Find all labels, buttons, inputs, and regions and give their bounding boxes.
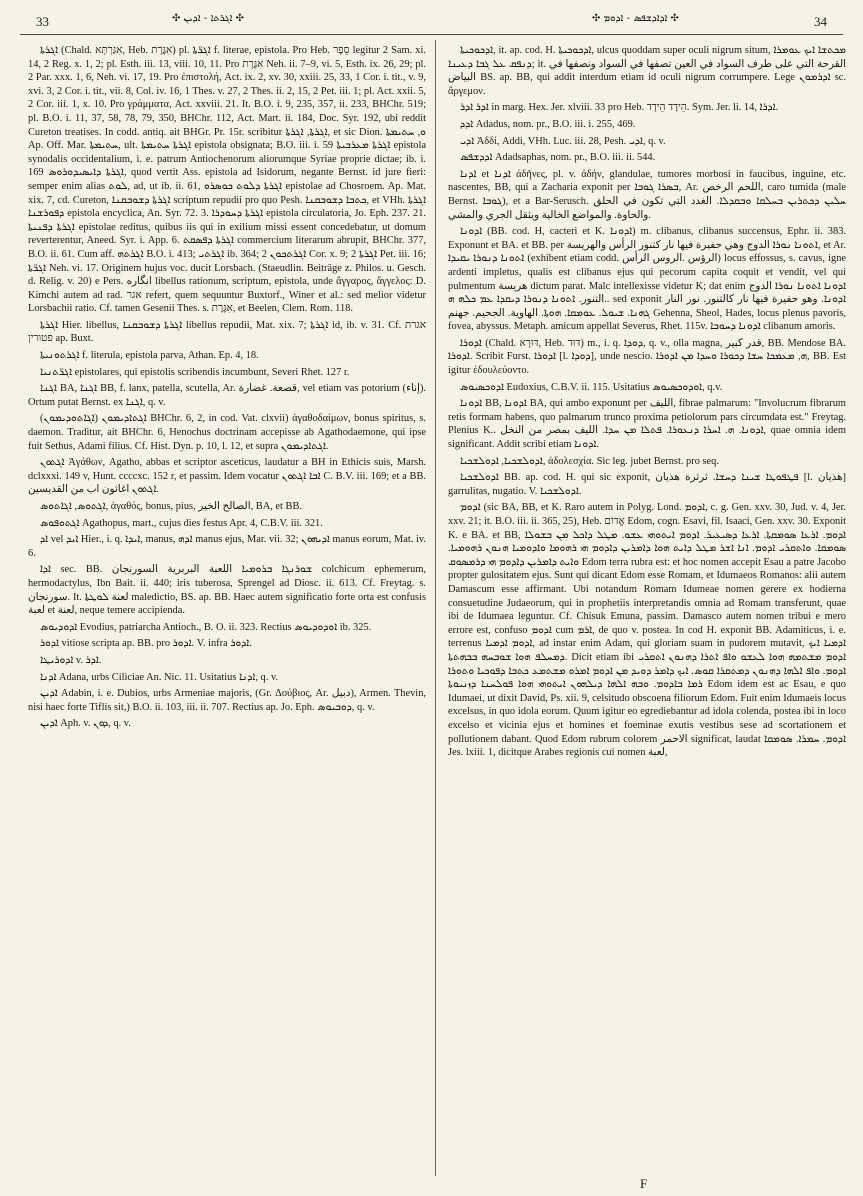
dictionary-entry: ܐܕܘܡ (sic BA, BB, et K. Raro autem in Polyg. Lond. ܐܕܘܡ, c. g. Gen. xxv. 30, Jud. v. 4, Jer. xxv. 21; it. B.O. iii. ii. 365, 25), Heb. אֱדוֹם Edom, cogn. Esavi, fil. Isaaci, Gen. xxv. 30. Exponit K. e BA. et BB, ܐܕܘܡ. ܐܪܥܐ ܣܘܡܩܬܐ. ܐܪܥܐ ܕܣܝܥܝܪ. ܐܕܘܡ ܐܝܬܘܗܝ ܥܫܘ. ܡܛܠ ܕܐܟܠ ܡܢ ܒܫܘܠܐ ܣܘܡܩܐ. ܘܐܬܩܪܝ ܐܕܘܡ. ܐܢܐ ܐܫܪ ܡܛܠ ܕܐܝܬ ܗܘܐ ܕܐܡܪܝܢ ܕܐܕܘܡ ܗܝ ܪܗܘܡܐ ܘܐܕܘܡܝܐ ܗܢܘܢ ܪܗܘܡܝܐ. ܘܐܝܬ ܕܐܡܪܝܢ ܕܐܕܘܡ ܗܝ ܕܪܡܣܘܩ Edom terra rubra est: et hoc nomen accepit Esau a patre Jacobo propter gulositatem ejus. Sunt qui dicant Edom esse Romam, et Idumaeos Romanos: alii autem Damascum esse affirmant. Ubi notandum Romam Idumeae nomen gerere ex hodierna consuetudine Judaeorum, qui in prophetiis interpretandis omnia ad Romam transferunt, quae ibi de Idumaea leguntur. Cf. Chisuk Emuna, passim. Damasco autem nomen tribui e mero errore est, confuso ܐܕܘܡ cum ܐܪܡ, de quo v. postea. In cod H. exponit BB. Adamiticus, i. e. terrenus ܐܕܘܡ ܐܕܡܝܐ, ad instar enim Adam, qui gloriam suam in pudorem mutavit, ܐܕܡܝܐ ܐܝܟ ܕܡܚܠܦ ܗܘܐ ܫܘܒܚܗ ܒܒܗܬܬܐ. Dicit etiam ibi ܐܕܘܡ ܡܫܬܡܗ ܗܘܐ ܠܥܫܘ ܘܐܦ ܐܬܪܐ ܕܗܢܘܢ ܐܬܩܪܝ ܐܕܘܡ. ܘܐܦ ܐܠܗܐ ܕܗܢܘܢ ܕܡܬܩܪܐ ܩܘܣ. ܐܝܟ ܕܐܡܪ ܕܘܝܕ ܡܢ ܐܕܘܡ ܐܡܪܘ ܡܫܬܡܥ ܟܬܒܐ ܕܦܘܟܝܐ ܘܬܘܪܐ ܪܡܐ ܒܐܕܘܡ. ܘܒܗ ܐܠܗܐ ܕܝܠܗܘܢ ܐܝܬܘܗܝ ܗܘܐ ܦܘܠܚܢܐ ܕܙܢܝܘܬܐ Edom idem est ac Esau, e quo Idumaei, ut dixit David, Ps. xii. 9, celsitudo obscoena filiorum Edom. Fuit enim Idumaeis locus excelsus, in quo idola eorum. Quum igitur eo egrediebantur ad idola colenda, postea ibi in loco excelso et vicinia ejus et homines et foeminae exutis vestibus sese ad scortationem et pollutionem dabant. Quod Edom rubrum colorem الاحمر significat, laudat ܐܕܘܡ. ܚܡܪܐ. ܣܘܡܩܐ Jes. lxiii. 1, dicitque Arabes regionis cui nomen لعبة, bbox=[448, 502, 847, 759]
dictionary-entry: ܐܕܕ Adadus, nom. pr., B.O. iii. i. 255, 469. bbox=[460, 118, 636, 130]
dictionary-entry: ܐܕܘܪܐ (Chald. דּוּרָא, Heb. דּוּד) m., i. q. ܕܘܕܐ, q. v., olla magna, قدر كبير, BB. Mendose BA. ܐܕܘܪܐ. Scribit Furst. ܐܕܘܪܐ [l. ܕܘܕܐ], unde nescio. ܗ, ܡܥܡܟܐ ܚܫܐ ܕܟܘܪܐ ܘܚܕܐ ܡܢ ܐܕܘܪܐ, BB. Est igitur ἐδουλεύοντο. bbox=[448, 337, 847, 377]
dictionary-entry: ܐܕܘܟܣܝܘܣ Eudoxius, C.B.V. ii. 115. Usitatius ܐܘܕܘܟܣܝܘܣ, q.v. bbox=[460, 381, 723, 393]
dictionary-entry: ܐܕܘܪܝܛܐ v. ܐܕܪ. bbox=[40, 654, 102, 666]
dictionary-entry: ܐܕ vel ܐܝܕ Hier., i. q. ܐܝܕܐ, manus, ܐܕܗ manus ejus, Mar. vii. 32; ܐܕܝܗܘܢ manus eorum, Mat. iv. 6. bbox=[28, 534, 426, 559]
dictionary-entry: ܐܕܘܢܐ BB, ܐܕܘܢܐ BA, qui ambo exponunt per الليف, fibrae palmarum: "Involucrum fibrarum retis formam habens, quo palmarum trunco proxima petiolorum pars circumdata est." Freytag. Plenius K.. ܐܕܘܢܐ. ܗ. ܐܚܪܐ ܕܢܥܘܪܐ. ܦܬܠܐ ܡܢ ܚܕܐ. الليف بمصر من النخل, quae omnia idem significant. Addit scribi etiam ܐܕܘܢܐ. bbox=[448, 398, 846, 451]
dictionary-entry: ܐܓܪ̈ܬܢܝܐ epistolares, qui epistolis scribendis incumbunt, Severi Rhet. 127 r. bbox=[40, 366, 350, 378]
dictionary-entry: ܐܕܐ sec. BB. ܫܘܪܢܓܐ ܒܪܘܡܝܐ اللعبة البربرية السورنجان colchicum ephemerum, hermodactylus, Ibn Bait. ii. 440; iris tuberosa, Sprengel ad Diosc. ii. 613. Cf. Freytag. s. سورنجان. It. لعنة ܠܘܛܬܐ maledictio, BS. ap. BB. Haec autem significatio forte orta est confusis لعبة et لعنة, neque temere accipienda. bbox=[28, 564, 426, 617]
dictionary-entry: ܐܓܬܐܕܝܡܘܢ (ܐܓܐܬܘܕܝܡܘܢ) BHChr. 6, 2, in cod. Vat. clxvii) ἀγαθοδαίμων, bonus spiritus, s. daemon. Traditur, ait BHChr. 6, Henochus doctrinam accepisse ab Agathodaemone, qui ipse fuit Sethus, Adami filius. Cf. Hist. Dyn. p. 10, l. 12, et supra ܐܓܬܐܕܝܡܘܢ. bbox=[28, 413, 426, 452]
right-column bbox=[448, 44, 846, 763]
dictionary-entry: ܐܓܬܘܢ Ἀγάθων, Agatho, abbas et scriptor asceticus, laudatur a BH in Ethicis suis, Marsh. dclxxxi. 149 v, Hunt. ccccxc. 152 r, et passim. Idem vocatur ܐܒܐ ܐܓܬܘܢ C. B.V. iii. 169; et a BB. ܐܓܬܘܢ اغاثون اب من القديسين. bbox=[28, 457, 426, 496]
dictionary-entry: ܐܕܢܐ Adana, urbs Ciliciae An. Nic. 11. Usitatius ܐܕܢܐ, q. v. bbox=[40, 671, 279, 683]
dictionary-entry: ܐܓܪܬܘܢܝܬܐ f. literula, epistola parva, Athan. Ep. 4, 18. bbox=[40, 350, 259, 362]
dictionary-entry: ܐܓܬܘܦܘܣ Agathopus, mart., cujus dies festus Apr. 4, C.B.V. iii. 321. bbox=[40, 517, 323, 529]
dictionary-entry: ܐܕܘܠܫܟܝܐ, ܐܕܘܠܫܟܝܐ, ἀδολεσχία. Sic leg. jubet Bernst. pro seq. bbox=[460, 455, 719, 467]
page-header bbox=[22, 10, 841, 36]
dictionary-entry: ܐܕܟܘܟܝܬܐ, it. ap. cod. H. ܐܕܟܘܟܝܬܐ, ulcus quoddam super oculi nigrum situm, ܡܟܬܫܐ ܐܝܟ ܥܘܡܪܐ ܕܢܦܩ ܥܠ ܓܒܐ ܕܥܝܢܐ; it. القرحة التي على طرف السواد في العين تصفها في السواد ونصفها في البياض BS. ap. BB, qui addit interdum etiam id oculi nigrum corrumpere. Lege ܐܕܪܡܘܢ sc. ἄργεμον. bbox=[448, 45, 846, 97]
running-head-right: ✣ ܐܕܐܕܫܦܣ - ܐܕܘܡ ✣ bbox=[592, 13, 679, 24]
dictionary-entry: ܐܕܝܢ Adabin, i. e. Dubios, urbs Armeniae majoris, (Gr. Δούβιος, Ar. دبيل), Armen. Thevin, nisi haec forte Tiflis sit,) B.O. ii. 103, iii. ii. 707. Rectius ap. Jo. Eph. ܕܘܒܝܘܣ, q. v. bbox=[28, 688, 426, 713]
page-number-right: 34 bbox=[814, 14, 827, 29]
left-column bbox=[28, 44, 426, 734]
dictionary-entry: ܐܕܘܢܐ (BB. cod. H, cacteri et K. ܐܕܘܢܐ) m. clibanus, clibanus succensus, Ephr. ii. 383. Exponunt et BA. et BB. per ܐܬܘܢܐ ܢܘܪܐ الدوج وهي حفيرة فيها نار كتنور الرأس والهريسة, et Ar. ܐܬܘܢܐ ܕܢܘܪܐ ܝܩܝܕܐ (exhibent etiam codd. الرؤس .الروس الرأس) locus effossus, s. cavus, igne ardenti impletus, qualis est clibanus ejus qui pecorum capita coquit et vendit, vel qui pulmentum هريسة dictum parat. Malc intellexisse videtur K; dat enim ܐܕܘܢܐ ܐܬܘܢܐ ܢܘܪܐ الدوج .التنور. ܐܬܘܢܐ ܕܢܘܪܐ ܕܝܩܕܐ ܥܡ ܟܠܗ ܗ. sed exponit ܐܕܘܢܐ. وهو حفيرة فيها نار كالتنور. نور النار ܓܗܢܐ. ܫܝܘܠ. ܥܘܡܩܐ. ܗܘܬܐ. الهاوية. الجحيم. جهنم Gehenna, Sheol, Hades, locus plenus pavoris, fovea, abyssus. Metaph. amicum appellat Severus, Rhet. 115v. ܐܕܘܢܐ ܕܚܘܒܐ clibanum amoris. bbox=[448, 226, 846, 333]
dictionary-entry: ܐܕܘܪ vitiose scripta ap. BB. pro ܐܕܘܪ. V. infra ܐܕܘܪ. bbox=[40, 638, 252, 650]
dictionary-entry: ܐܓܬܘܣ, ܐܓܐܬܘܣ, ἀγαθός, bonus, pius, الصالح الخير, BA, et BB. bbox=[40, 501, 302, 512]
dictionary-entry: ܐܕܝ Ἀδδί, Addi, VHh. Luc. iii. 28, Pesh. ܐܕܝ, q. v. bbox=[460, 135, 666, 147]
dictionary-entry: ܐܕܘܕܝܘܣ Evodius, patriarcha Antioch., B. O. ii. 323. Rectius ܐܘܕܘܕܝܘܣ ib. 325. bbox=[40, 621, 372, 633]
dictionary-entry: ܐܓܢܐ BA, ܐܓܢܐ BB, f. lanx, patella, scutella, Ar. قصعة. غضارة, vel etiam vas potorium (إناء). Ortum putat Bernst. ex ܐܓܢܐ, q. v. bbox=[28, 383, 426, 408]
dictionary-entry: ܐܕܪ ܐܕܪ in marg. Hex. Jer. xlviii. 33 pro Heb. הֵידָד הֵידָד. Sym. Jer. li. 14, ܐܕܪܐ. bbox=[460, 102, 779, 114]
dictionary-entry: ܐܓܪܬܐ Hier. libellus, ܐܓܪܬܐ ܕܫܘܒܩܢܐ libellus repudii, Mat. xix. 7; ܐܓܪܬܐ id, ib. v. 31. Cf. אגרת פטורין ap. Buxt. bbox=[28, 319, 426, 345]
dictionary-entry: ܐܕܝܢ Aph. v. ܕܘܢ, q. v. bbox=[40, 718, 131, 730]
header-rule bbox=[20, 34, 843, 35]
running-head-left: ✣ ܐܓܪܬܐ - ܐܕܝܢ ✣ bbox=[172, 13, 245, 24]
dictionary-entry: ܐܕܢܐ et ܐܕܢܐ ἀδῆνες, pl. v. ἀδήν, glandulae, tumores morbosi in faucibus, inguine, etc. nascentes, BB, qui a Zacharia exponit per ܒܣܪܐ ܓܘܒܐ, Ar. اللحم الرخص, caro tumida (male Bernst. ܓܘܒܐ), et a Bar-Serusch. ܚܠܝܢ ܕܟܬܪܝܢ ܒܚܠܩܐ ܘܒܩܕܠܐ. الغدد التي تكون في الحلق والحاوة. والمواضع الخالية ويثقل الجري والمشي. bbox=[448, 168, 847, 221]
dictionary-entry: ܐܕܘܠܫܟܝܐ BB. ap. cod. H. qui sic exponit, ܦܛܦܘܛܐ ܫܝܢܐ ܕܚܫܐ. ثرثرة هذيان [l. هذيان] garrulitas, nugatio. V. ܐܕܘܠܫܟܝܐ. bbox=[448, 472, 846, 497]
dictionary-entry: ܐܓܪܬܐ (Chald. אִגַּרְתָּא, Heb. אִגֶּרֶת) pl. ܐܓܪ̈ܬܐ f. literae, epistola. Pro Heb. סֵפֶר legitur 2 Sam. xi. 14, 2 Reg. x. 1, 2; pl. Esth. iii. 13, viii. 10, 11. Pro אִגֶּרֶת Neh. ii. 7–9, vi. 5, Esth. ix. 26, 29; pl. 2 Par. xxx. 1, 6, Neh. vi. 17, 19. Pro ἐπιστολή, Act. ix. 2, xv. 30, xxiii. 25, 33, 1 Cor. i. tit., v. 9, xvi. 3, 2 Cor. i. tit., vii. 8, Col. iv. 16, 1 Thes. v. 27, 2 Thes. ii. 2, 15, 2 Pet. iii. 1; pl. Act. xxii. 5, 2 Cor. iii. 1, x. 10. Pro γράμματα, Act. xxviii. 21. It. B.O. i. 9, 235, 357, ii. 233, BHChr. 519; pl. B.O. i. 11, 37, 58, 78, 79, 350, BHChr. 112, Act. Mart. ii. 184, Doc. Syr. 192, ubi reddit Cureton treatises. In codd. antiq. ait BHGr. Pr. 15r. scribitur ܐܓܪܬܐ, ܐܓܪܬܐ, et sic Dion. ܘ, ܚܬܝܡܬܐ Ap. Off. Mar. ܚܬܝܡܬܐ, ult. ܐܓܪܬܐ ܚܬܝܡܬܐ epistola obsignata; B.O. iii. i. 59 ܐܓܪܬܐ ܡܥܪܒܝܬܐ epistola synodalis occidentalium, i. e. patrum Antiochenorum aliorumque Syriae proprie dictae; ib. i. 169 ܐܓܪܬܐ ܕܐܝܣܝܕܘܪܘܣ, quod vertit Ass. epistola ad Isidorum, negante Bernst. id jure fieri: semper enim alias ܠܘܬ, ad, ut ib. ii. 61, ܐܓܪܬܐ ܕܠܘܬ ܟܘܣܪܘ epistolae ad Chosroem. Ap. Mat. xix. 7, cd. Cureton, ܐܓܪܬܐ ܕܫܘܒܩܢܐ scriptum repudii pro quo Pesh. ܟܬܒܐ ܕܫܘܒܩܢܐ, et VHh. ܐܓܪܬܐ ܕܦܘܪܫܢܐ epistola encyclica, An. Syr. 72. 3. ܐܓܪܬܐ ܕܚܘܕܪܐ epistola circulatoria, Jo. Eph. 237. 21. ܐܓܪܬܐ ܕܦܢܝܬܐ epistolae reditus, quibus iis qui in exilium missi essent concedebatur, ut domum reverterentur, Aneed. Syr. i. App. 6. ܐܓܪܬܐ ܕܦܣܩܬ commercium literarum abrupit, BHChr. 377, B.O. ii. 61. Cum aff. ܐܓܪܬܗ B.O. i. 413; ܐܓܪܬܝ ib. 364; ܐܓܪܬܟܘܢ 2 Cor. x. 9; ܐܓܪܬܐ 2 Pet. iii. 16; ܐܓܪ̈ܬܐ Neh. vi. 17. Originem hujus voc. ducit Lorsbach. (Staeudlin. Beiträge z. Philos. u. Gesch. d. Relig. v. 20) e Pers. انگاره libellus rationum, scriptum, epistola, unde ἄγγαρος, ἄγγελος: D. Kimchi autem ad rad. אגר refert, quem sequuntur Buxtorf., Winer et al.: sed melior videtur Lorsbachii ratio. Cf. tamen Gesenii Thes. s. אִגֶּרֶת, et Beelen, Clem. Rom. 118. bbox=[28, 45, 427, 315]
dictionary-entry: ܐܕܕܫܦܣ Adadsaphas, nom. pr., B.O. iii. ii. 544. bbox=[460, 152, 656, 164]
signature-mark: F bbox=[640, 1176, 648, 1191]
page-number-left: 33 bbox=[36, 14, 49, 29]
column-divider bbox=[435, 40, 436, 1176]
